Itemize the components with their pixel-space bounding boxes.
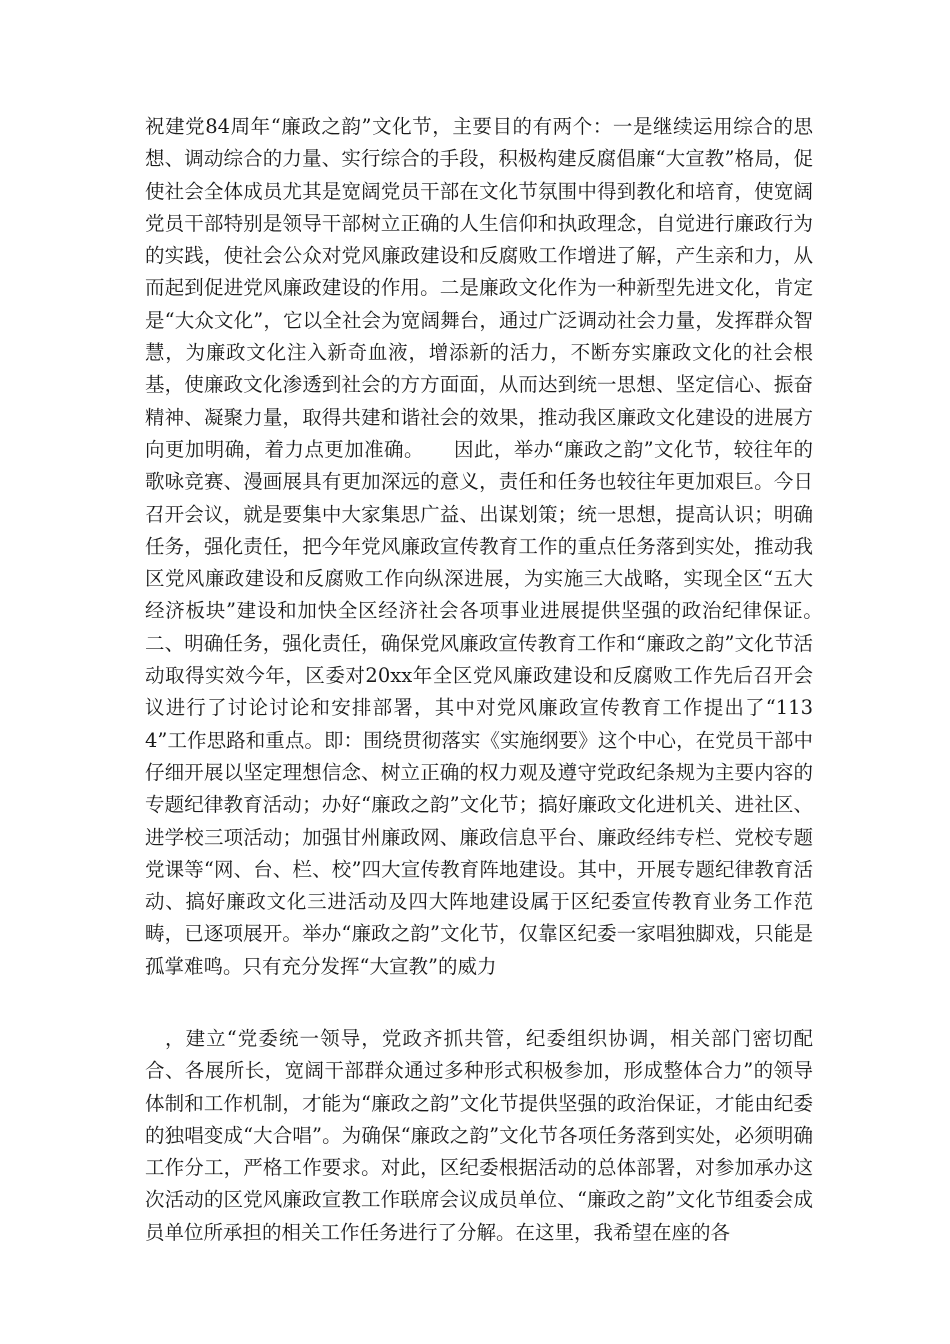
body-paragraph-2: ，建立“党委统一领导，党政齐抓共管，纪委组织协调，相关部门密切配合、各展所长，宽阔干部群众通过多种形式积极参加，形成整体合力”的领导体制和工作机制，才能为“廉政之韵”文化节提供坚强的政治保证，才能由纪委的独唱变成“大合唱”。为确保“廉政之韵”文化节各项任务落到实处，必须明确工作分工，严格工作要求。对此，区纪委根据活动的总体部署，对参加承办这次活动的区党风廉政宣教工作联席会议成员单位、“廉政之韵”文化节组委会成员单位所承担的相关工作任务进行了分解。在这里，我希望在座的各 xyxy=(145,1027,813,1244)
body-paragraph-1: 祝建党84周年“廉政之韵”文化节，主要目的有两个：一是继续运用综合的思想、调动综合的力量、实行综合的手段，积极构建反腐倡廉“大宣教”格局，促使社会全体成员尤其是宽阔党员干部在文化节氛围中得到教化和培育，使宽阔党员干部特别是领导干部树立正确的人生信仰和执政理念，自觉进行廉政行为的实践，使社会公众对党风廉政建设和反腐败工作增进了解，产生亲和力，从而起到促进党风廉政建设的作用。二是廉政文化作为一种新型先进文化，肯定是“大众文化”，它以全社会为宽阔舞台，通过广泛调动社会力量，发挥群众智慧，为廉政文化注入新奇血液，增添新的活力，不断夯实廉政文化的社会根基，使廉政文化渗透到社会的方方面面，从而达到统一思想、坚定信心、振奋精神、凝聚力量，取得共建和谐社会的效果，推动我区廉政文化建设的进展方向更加明确，着力点更加准确。 因此，举办“廉政之韵”文化节，较往年的歌咏竞赛、漫画展具有更加深远的意义，责任和任务也较往年更加艰巨。今日召开会议，就是要集中大家集思广益、出谋划策；统一思想，提高认识；明确任务，强化责任，把今年党风廉政宣传教育工作的重点任务落到实处，推动我区党风廉政建设和反腐败工作向纵深进展，为实施三大战略，实现全区“五大经济板块”建设和加快全区经济社会各项事业进展提供坚强的政治纪律保证。 二、明确任务，强化责任，确保党风廉政宣传教育工作和“廉政之韵”文化节活动取得实效今年，区委对20xx年全区党风廉政建设和反腐败工作先后召开会议进行了讨论讨论和安排部署，其中对党风廉政宣传教育工作提出了“1134”工作思路和重点。即：围绕贯彻落实《实施纲要》这个中心，在党员干部中仔细开展以坚定理想信念、树立正确的权力观及遵守党政纪条规为主要内容的专题纪律教育活动；办好“廉政之韵”文化节；搞好廉政文化进机关、进社区、进学校三项活动；加强甘州廉政网、廉政信息平台、廉政经纬专栏、党校专题党课等“网、台、栏、校”四大宣传教育阵地建设。其中，开展专题纪律教育活动、搞好廉政文化三进活动及四大阵地建设属于区纪委宣传教育业务工作范畴，已逐项展开。举办“廉政之韵”文化节，仅靠区纪委一家唱独脚戏，只能是孤掌难鸣。只有充分发挥“大宣教”的威力 xyxy=(145,115,853,978)
